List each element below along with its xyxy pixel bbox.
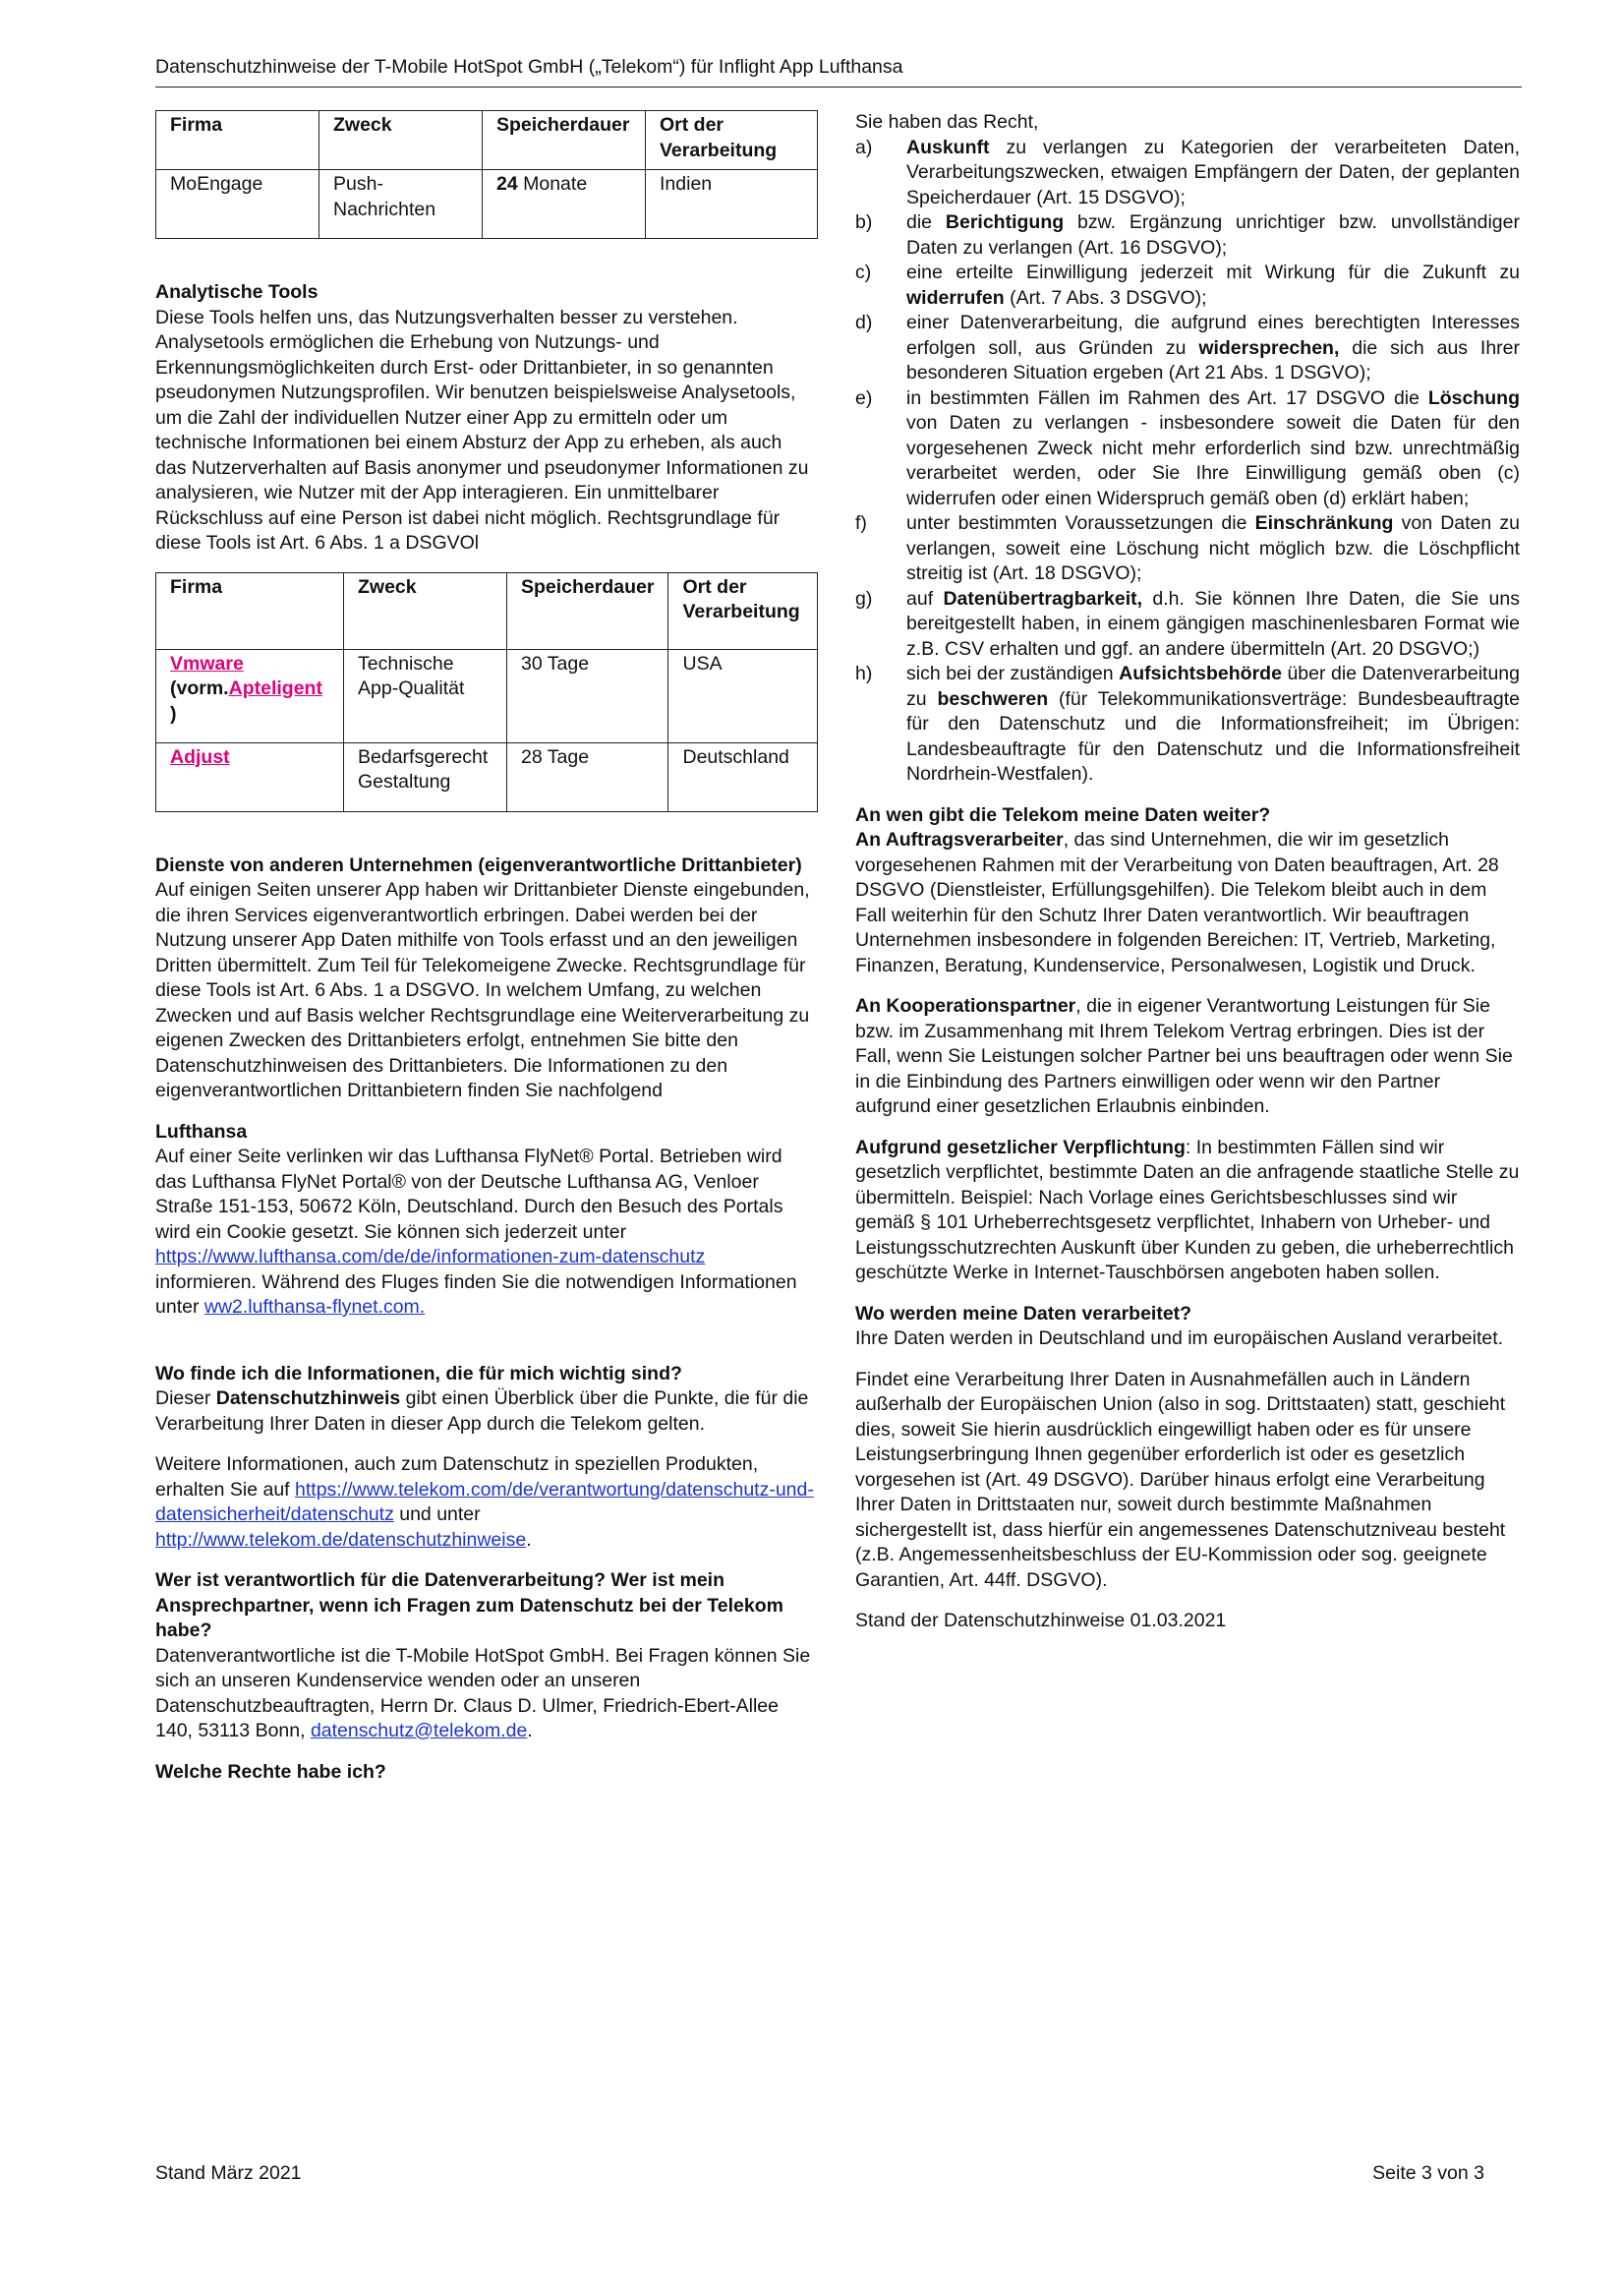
drittanbieter-text: Auf einigen Seiten unserer App haben wir Drittanbieter Dienste eingebunden, die ihren Services eigenverantwortlich erbringen. Dabei werden bei der Nutzung unserer App Daten mithilfe von Tools erfasst und an den jeweiligen Dritten übermittelt. Zum Teil für Telekomeigene Zwecke. Rechtsgrundlage für diese Tools ist Art. 6 Abs. 1 a DSGVO. In welchem Umfang, zu welchen Zwecken und auf Basis welcher Rechtsgrundlage eine Weiterverarbeitung zu eigenen Zwecken des Drittanbieters erfolgt, entnehmen Sie bitte den Datenschutzhinweisen des Drittanbieters. Die Informationen zu den eigenverantwortlichen Drittanbietern finden Sie nachfolgend (155, 879, 810, 1101)
list-marker: f) (855, 512, 867, 534)
list-item (855, 210, 1520, 261)
flynet-link[interactable]: ww2.lufthansa-flynet.com. (203, 1296, 426, 1318)
list-text-post: die sich aus Ihrer besonderen Situation ergeben (Art 21 Abs. 1 DSGVO); (906, 336, 1521, 383)
list-text (906, 587, 1520, 663)
wo-verarbeitet-section (855, 1302, 1520, 1634)
list-text-bold: Aufsichtsbehörde (1119, 663, 1282, 684)
cell-dauer (483, 170, 646, 239)
weitergabe-p3-bold: Aufgrund gesetzlicher Verpflichtung (855, 1136, 1186, 1158)
table-row (156, 170, 818, 239)
wo-verarbeitet-p2: Findet eine Verarbeitung Ihrer Daten in Ausnahmefällen auch in Ländern außerhalb der Europäischen Union (also in sog. Drittstaaten) statt, geschieht dies, soweit Sie hierin ausdrücklich eingewilligt haben oder es für unsere Leistungserbringung Ihnen gegenüber erforderlich ist oder es gesetzlich vorgesehen ist (Art. 49 DSGVO). Darüber hinaus erfolgt eine Verarbeitung Ihrer Daten in Drittstaaten nur, soweit durch bestimmte Maßnahmen sichergestellt ist, dass hierfür ein angemessenes Datenschutzniveau besteht (z.B. Angemessenheitsbeschluss der EU-Kommission oder sog. geeignete Garantien, Art. 44ff. DSGVO). (855, 1368, 1506, 1591)
header-zweck: Zweck (344, 572, 507, 649)
list-text (906, 386, 1520, 512)
header-ort: Ort der Verarbeitung (646, 111, 818, 170)
drittanbieter-title: Dienste von anderen Unternehmen (eigenverantwortliche Drittanbieter) (155, 854, 802, 876)
wo-finde-more-mid: und unter (393, 1503, 481, 1525)
lufthansa-text1: Auf einer Seite verlinken wir das Lufthansa FlyNet® Portal. Betrieben wird das Lufthansa FlyNet Portal® von der Deutsche Lufthansa AG, Venloer Straße 151-153, 50672 Köln, Deutschland. Durch den Besuch des Portals wird ein Cookie gesetzt. Sie können sich jederzeit unter (155, 1146, 783, 1243)
weitergabe-p2-text: , die in eigener Verantwortung Leistungen für Sie bzw. im Zusammenhang mit Ihrem Telekom Vertrag erbringen. Dies ist der Fall, wenn Sie Leistungen solcher Partner bei uns beauftragen oder wenn Sie in die Einbindung des Partners einwilligen oder wenn wir den Partner aufgrund einer gesetzlichen Erlaubnis einbinden. (855, 995, 1513, 1117)
header-zweck: Zweck (319, 111, 483, 170)
cell-firma (156, 649, 344, 742)
list-item (855, 587, 1520, 663)
list-marker: e) (855, 386, 873, 409)
footer-stand: Stand März 2021 (155, 2162, 302, 2184)
list-marker: b) (855, 211, 873, 233)
list-text (906, 511, 1520, 587)
list-text-bold: widerrufen (906, 286, 1005, 309)
list-text-post: d.h. Sie können Ihre Daten, die Sie uns bereitgestellt haben, in einem gängigen maschinenlesbaren Format wie z.B. CSV erhalten und ggf. an andere übermitteln (Art. 20 DSGVO;) (906, 587, 1520, 660)
analytics-section (155, 280, 818, 557)
list-item (855, 662, 1520, 788)
list-marker: d) (855, 312, 873, 333)
wer-ist-text (155, 1644, 818, 1744)
wo-finde-section (155, 1362, 818, 1554)
weitergabe-title: An wen gibt die Telekom meine Daten weiter? (855, 803, 1271, 826)
lufthansa-datenschutz-link[interactable]: https://www.lufthansa.com/de/de/informationen-zum-datenschutz (155, 1246, 706, 1267)
wo-finde-pre: Dieser (155, 1387, 216, 1409)
wo-finde-post: gibt einen Überblick über die Punkte, die für die Verarbeitung Ihrer Daten in dieser App durch die Telekom gelten. (155, 1387, 809, 1435)
moengage-table (155, 110, 818, 239)
list-item (855, 136, 1520, 211)
table-header-row (156, 111, 818, 170)
list-text-post: zu verlangen zu Kategorien der verarbeiteten Daten, Verarbeitungszwecken, etwaigen Empfängern der Daten, der geplanten Speicherdauer (Art. 15 DSGVO); (906, 136, 1520, 208)
wo-verarbeitet-p1: Ihre Daten werden in Deutschland und im europäischen Ausland verarbeitet. (855, 1327, 1504, 1349)
vmware-link[interactable]: Vmware (170, 652, 244, 675)
list-text-bold: Löschung (1427, 386, 1520, 409)
list-text (906, 210, 1520, 261)
cell-firma: MoEngage (156, 170, 319, 239)
wer-ist-title: Wer ist verantwortlich für die Datenverarbeitung? Wer ist mein Ansprechpartner, wenn ich Fragen zum Datenschutz bei der Telekom habe? (155, 1569, 783, 1641)
wer-ist-end: . (527, 1720, 533, 1741)
table-row (156, 742, 818, 811)
weitergabe-p1-bold: An Auftragsverarbeiter (855, 829, 1064, 851)
cell-ort: USA (668, 649, 818, 742)
weitergabe-p2-bold: An Kooperationspartner (855, 995, 1076, 1017)
list-text-pre: eine erteilte Einwilligung jederzeit mit Wirkung für die Zukunft zu (906, 262, 1520, 283)
telekom-datenschutz-link[interactable]: https://www.telekom.com/de/verantwortung/datenschutz-und-datensicherheit/datenschutz (155, 1478, 814, 1525)
list-text (906, 136, 1520, 211)
cell-firma (156, 742, 344, 811)
list-text-post: von Daten zu verlangen - insbesondere soweit die Daten für den vorgesehenen Zweck nicht mehr erforderlich sind bzw. unrechtmäßig verarbeitet werden, oder Sie Ihre Einwilligung gemäß oben (c) widerrufen oder einen Widerspruch gemäß oben (d) erklärt haben; (906, 412, 1520, 509)
footer-page-number: Seite 3 von 3 (1372, 2162, 1484, 2184)
list-marker: g) (855, 587, 873, 610)
lufthansa-section (155, 1120, 818, 1321)
cell-dauer: 30 Tage (507, 649, 668, 742)
list-text-pre: auf (906, 587, 944, 610)
header-ort: Ort der Verarbeitung (668, 572, 818, 649)
list-text (906, 311, 1520, 386)
list-text-post: bzw. Ergänzung unrichtiger bzw. unvollständiger Daten zu verlangen (Art. 16 DSGVO); (906, 211, 1520, 259)
weitergabe-section (855, 803, 1520, 1286)
cell-zweck: Push-Nachrichten (319, 170, 483, 239)
list-text-post: über die Datenverarbeitung zu (906, 663, 1520, 710)
list-text-bold2: beschweren (937, 687, 1049, 710)
table-header-row (156, 572, 818, 649)
weitergabe-p3-text: : In bestimmten Fällen sind wir gesetzlich verpflichtet, bestimmte Daten an die anfragende staatliche Stelle zu übermitteln. Beispiel: Nach Vorlage eines Gerichtsbeschlusses sind wir gemäß § 101 Urheberrechtsgesetz verpflichtet, Inhabern von Urheber- und Leistungsschutzrechten Auskunft über Kunden zu geben, die urheberrechtlich geschützte Werke in Internet-Tauschbörsen angeboten haben sollen. (855, 1136, 1520, 1283)
page-header: Datenschutzhinweise der T-Mobile HotSpot GmbH („Telekom“) für Inflight App Lufthansa (155, 55, 1522, 88)
header-speicherdauer: Speicherdauer (507, 572, 668, 649)
wo-finde-title: Wo finde ich die Informationen, die für mich wichtig sind? (155, 1362, 682, 1384)
cell-ort: Indien (646, 170, 818, 239)
lufthansa-text2: informieren. Während des Fluges finden Sie die notwendigen Informationen unter (155, 1270, 797, 1318)
cell-zweck: Bedarfsgerecht Gestaltung (344, 742, 507, 811)
list-text (906, 662, 1520, 788)
cell-dauer-unit: Monate (517, 173, 588, 195)
weitergabe-p2 (855, 994, 1520, 1120)
table-row (156, 649, 818, 742)
rechte-intro: Sie haben das Recht, (855, 111, 1039, 133)
header-firma: Firma (156, 572, 344, 649)
weitergabe-p1-text: , das sind Unternehmen, die wir im gesetzlich vorgesehenen Rahmen mit der Verarbeitung von Daten beauftragen, Art. 28 DSGVO (Dienstleister, Erfüllungsgehilfen). Die Telekom bleibt auch in dem Fall weiterhin für den Schutz Ihrer Daten verantwortlich. Wir beauftragen Unternehmen insbesondere in folgenden Bereichen: IT, Vertrieb, Marketing, Finanzen, Beratung, Kundenservice, Personalwesen, Logistik und Druck. (855, 829, 1499, 976)
lufthansa-title: Lufthansa (155, 1120, 248, 1143)
list-text-post: (Art. 7 Abs. 3 DSGVO); (1004, 286, 1207, 309)
header-firma: Firma (156, 111, 319, 170)
right-column (855, 110, 1520, 1634)
stand-datenschutzhinweise: Stand der Datenschutzhinweise 01.03.2021 (855, 1610, 1227, 1631)
analytics-text: Diese Tools helfen uns, das Nutzungsverhalten besser zu verstehen. Analysetools ermöglichen die Erhebung von Nutzungs- und Erkennungsmöglichkeiten durch Erst- oder Drittanbieter, in so genannten pseudonymen Nutzungsprofilen. Wir benutzen beispielsweise Analysetools, um die Zahl der individuellen Nutzer einer App zu ermitteln oder um technische Informationen bei einem Absturz der App zu erheben, als auch das Nutzerverhalten auf Basis anonymer und pseudonymer Informationen zu analysieren, wie Nutzer mit der App interagieren. Ein unmittelbarer Rückschluss auf eine Person ist dabei nicht möglich. Rechtsgrundlage für diese Tools ist Art. 6 Abs. 1 a DSGVOl (155, 306, 809, 554)
cell-ort: Deutschland (668, 742, 818, 811)
cell-firma-pre: (vorm. (170, 677, 229, 699)
wo-finde-more-pre: Weitere Informationen, auch zum Datenschutz in speziellen Produkten, erhalten Sie auf (155, 1453, 759, 1501)
list-text-post2: (für Telekommunikationsverträge: Bundesbeauftragte für den Datenschutz und die Informationsfreiheit; im Übrigen: Landesbeauftragte für den Datenschutz und die Informationsfreiheit Nordrhein-Westfalen). (906, 687, 1520, 785)
adjust-link[interactable]: Adjust (170, 745, 230, 768)
rechte-title: Welche Rechte habe ich? (155, 1760, 386, 1783)
list-item (855, 311, 1520, 386)
cell-dauer: 28 Tage (507, 742, 668, 811)
left-column (155, 110, 818, 1785)
list-text-pre: sich bei der zuständigen (906, 663, 1120, 684)
drittanbieter-section (155, 854, 818, 1104)
wo-finde-text (155, 1386, 818, 1437)
apteligent-link[interactable]: Apteligent (228, 677, 322, 699)
list-text-bold: Datenübertragbarkeit, (943, 587, 1143, 610)
list-marker: h) (855, 663, 873, 684)
rechte-list (855, 136, 1520, 788)
list-item (855, 511, 1520, 587)
wer-ist-section (155, 1568, 818, 1744)
analytics-table (155, 572, 818, 812)
list-text (906, 261, 1520, 311)
cell-firma-post: ) (170, 702, 177, 725)
wo-verarbeitet-title: Wo werden meine Daten verarbeitet? (855, 1302, 1192, 1325)
weitergabe-p3 (855, 1136, 1520, 1286)
list-text-bold: Berichtigung (945, 211, 1065, 233)
lufthansa-text (155, 1145, 818, 1321)
list-text-pre: die (906, 211, 946, 233)
telekom-datenschutzhinweise-link[interactable]: http://www.telekom.de/datenschutzhinweise (155, 1528, 527, 1551)
wo-finde-more-end: . (526, 1528, 532, 1551)
datenschutz-email-link[interactable]: datenschutz@telekom.de (310, 1720, 528, 1741)
list-text-bold: Einschränkung (1254, 512, 1394, 534)
weitergabe-p1 (855, 828, 1520, 978)
wo-finde-more (155, 1452, 818, 1553)
list-text-bold: Auskunft (906, 136, 990, 158)
list-text-bold: widersprechen, (1198, 336, 1340, 359)
list-item (855, 386, 1520, 512)
analytics-title: Analytische Tools (155, 281, 319, 303)
list-text-pre: unter bestimmten Voraussetzungen die (906, 512, 1255, 534)
cell-dauer-num: 24 (496, 173, 518, 195)
list-text-post: von Daten zu verlangen, soweit eine Löschung nicht möglich bzw. die Löschpflicht streitig ist (Art. 18 DSGVO); (906, 512, 1520, 584)
list-item (855, 261, 1520, 311)
wer-ist-body: Datenverantwortliche ist die T-Mobile HotSpot GmbH. Bei Fragen können Sie sich an unseren Kundenservice wenden oder an unseren Datenschutzbeauftragten, Herrn Dr. Claus D. Ulmer, Friedrich-Ebert-Allee 140, 53113 Bonn, (155, 1644, 811, 1741)
list-marker: c) (855, 262, 872, 283)
cell-zweck: Technische App-Qualität (344, 649, 507, 742)
list-marker: a) (855, 136, 873, 158)
wo-finde-bold: Datenschutzhinweis (215, 1387, 401, 1409)
list-text-pre: einer Datenverarbeitung, die aufgrund eines berechtigten Interesses erfolgen soll, aus Gründen zu (906, 312, 1520, 359)
list-text-pre: in bestimmten Fällen im Rahmen des Art. 17 DSGVO die (906, 386, 1428, 409)
header-speicherdauer: Speicherdauer (483, 111, 646, 170)
